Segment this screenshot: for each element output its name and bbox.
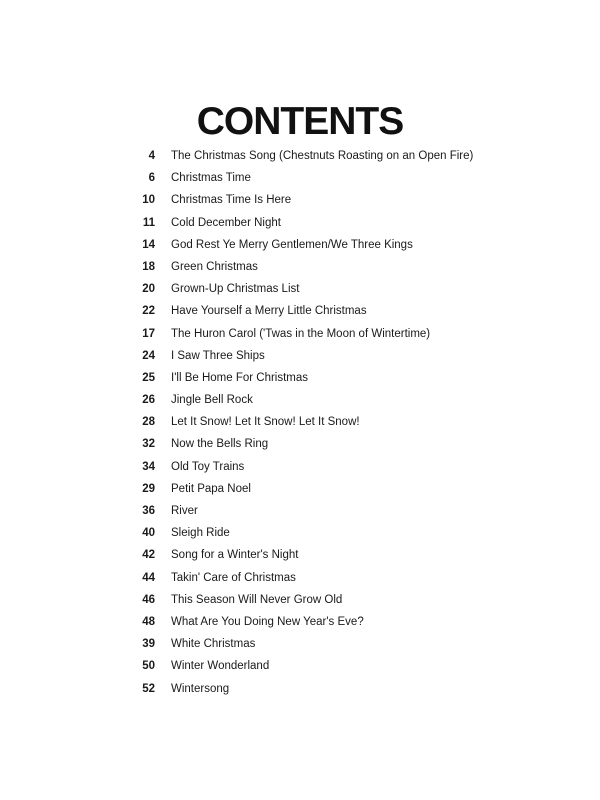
toc-page-number: 32	[142, 438, 155, 451]
toc-entry	[0, 522, 600, 544]
toc-page-number: 34	[142, 460, 155, 473]
toc-song-title: Takin' Care of Christmas	[171, 571, 296, 584]
toc-song-title: Jingle Bell Rock	[171, 394, 253, 407]
toc-song-title: Let It Snow! Let It Snow! Let It Snow!	[171, 416, 360, 429]
toc-page-number: 17	[142, 327, 155, 340]
toc-song-title: River	[171, 505, 198, 517]
toc-song-title: Now the Bells Ring	[171, 438, 269, 451]
toc-entry	[0, 345, 600, 367]
toc-page-number: 20	[142, 283, 155, 296]
toc-page-number: 14	[142, 238, 155, 251]
toc-song-title: Winter Wonderland	[171, 660, 270, 673]
toc-entry	[0, 145, 600, 167]
toc-entry	[0, 234, 600, 256]
table-of-contents	[0, 145, 600, 700]
toc-page-number: 10	[142, 194, 155, 207]
toc-entry	[0, 278, 600, 300]
toc-song-title: White Christmas	[171, 638, 256, 651]
toc-entry	[0, 500, 600, 522]
toc-page-number: 22	[142, 305, 155, 318]
page-title: CONTENTS	[196, 100, 404, 144]
toc-page-number: 40	[142, 527, 155, 540]
toc-entry	[0, 367, 600, 389]
toc-page-number: 6	[148, 172, 155, 185]
toc-page-number: 28	[142, 416, 155, 429]
toc-entry	[0, 456, 600, 478]
toc-page-number: 39	[142, 638, 155, 651]
toc-song-title: Sleigh Ride	[171, 527, 230, 540]
toc-song-title: This Season Will Never Grow Old	[171, 593, 343, 606]
toc-page-number: 26	[142, 394, 155, 407]
toc-song-title: I'll Be Home For Christmas	[171, 371, 309, 384]
toc-song-title: Cold December Night	[171, 216, 281, 229]
toc-song-title: Have Yourself a Merry Little Christmas	[171, 305, 367, 318]
toc-song-title: Petit Papa Noel	[171, 482, 251, 495]
toc-song-title: Old Toy Trains	[171, 460, 245, 473]
toc-song-title: God Rest Ye Merry Gentlemen/We Three Kings	[171, 238, 413, 251]
toc-entry	[0, 678, 600, 700]
toc-page-number: 4	[148, 150, 155, 162]
toc-page-number: 50	[142, 660, 155, 673]
toc-entry	[0, 411, 600, 433]
toc-entry	[0, 478, 600, 500]
toc-page-number: 44	[142, 571, 155, 584]
toc-song-title: Christmas Time	[171, 172, 251, 185]
toc-entry	[0, 611, 600, 633]
toc-page-number: 24	[142, 349, 155, 362]
toc-page-number: 25	[142, 371, 155, 384]
toc-entry	[0, 544, 600, 566]
toc-page-number: 11	[142, 216, 155, 229]
toc-page-number: 42	[142, 549, 155, 562]
toc-page-number: 29	[142, 482, 155, 495]
toc-entry	[0, 589, 600, 611]
toc-page-number: 46	[142, 593, 155, 606]
toc-song-title: Green Christmas	[171, 260, 258, 273]
toc-song-title: Wintersong	[171, 682, 230, 695]
toc-page-number: 36	[142, 505, 155, 517]
toc-entry	[0, 567, 600, 589]
toc-entry	[0, 300, 600, 322]
toc-page-number: 48	[142, 615, 155, 628]
toc-entry	[0, 389, 600, 411]
toc-song-title: The Huron Carol ('Twas in the Moon of Wintertime)	[171, 327, 431, 340]
toc-page-number: 52	[142, 682, 155, 695]
toc-entry	[0, 433, 600, 455]
toc-page-number: 18	[142, 260, 155, 273]
toc-entry	[0, 256, 600, 278]
toc-entry	[0, 167, 600, 189]
toc-entry	[0, 212, 600, 234]
toc-entry	[0, 655, 600, 677]
toc-song-title: I Saw Three Ships	[171, 349, 265, 362]
toc-entry	[0, 189, 600, 211]
toc-song-title: The Christmas Song (Chestnuts Roasting on an Open Fire)	[171, 150, 474, 162]
toc-song-title: Grown-Up Christmas List	[171, 283, 300, 296]
toc-song-title: Song for a Winter's Night	[171, 549, 299, 562]
toc-song-title: Christmas Time Is Here	[171, 194, 292, 207]
toc-entry	[0, 633, 600, 655]
toc-entry	[0, 323, 600, 345]
toc-song-title: What Are You Doing New Year's Eve?	[171, 615, 364, 628]
